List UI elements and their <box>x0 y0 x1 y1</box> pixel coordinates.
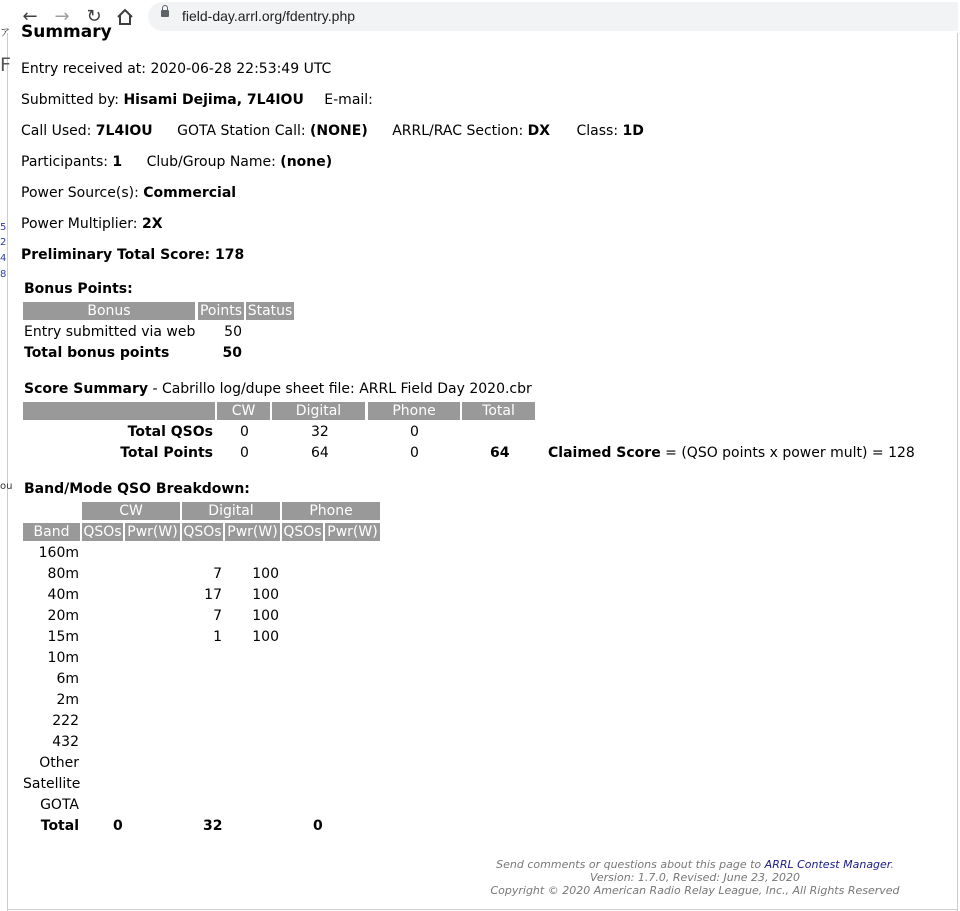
breakdown-header-phone-pwr: Pwr(W) <box>325 523 380 541</box>
band-label: 40m <box>47 587 79 603</box>
score-header-phone: Phone <box>368 402 460 420</box>
band-digital-qsos <box>182 711 222 731</box>
power-mult-value: 2X <box>141 216 163 232</box>
forward-arrow-icon[interactable]: → <box>54 6 70 27</box>
band-digital-pwr <box>225 795 279 815</box>
contest-manager-link[interactable]: ARRL Contest Manager <box>764 858 891 871</box>
bottom-frame-border <box>8 909 958 910</box>
call-value: 7L4IOU <box>95 123 153 139</box>
bonus-row-label: Entry submitted via web <box>24 324 196 340</box>
band-digital-pwr <box>225 543 279 563</box>
band-digital-qsos: 17 <box>204 587 222 603</box>
footer-copyright: Copyright © 2020 American Radio Relay League, Inc., All Rights Reserved <box>490 884 900 897</box>
total-qsos-cw: 0 <box>240 424 249 440</box>
breakdown-header-phone-qsos: QSOs <box>283 524 322 540</box>
right-frame-border <box>957 33 958 911</box>
breakdown-header-digital-qsos: QSOs <box>183 524 222 540</box>
total-points-cw: 0 <box>240 445 249 461</box>
band-digital-pwr: 100 <box>252 629 279 645</box>
band-digital-qsos <box>182 690 222 710</box>
band-digital-pwr <box>225 774 279 794</box>
power-source-value: Commercial <box>143 185 237 201</box>
class-value: 1D <box>622 123 644 139</box>
side-fragment: ou <box>0 481 13 492</box>
band-label: 20m <box>47 608 79 624</box>
bonus-header-points: Points <box>199 303 243 319</box>
band-label: 80m <box>47 566 79 582</box>
lock-icon <box>161 10 169 17</box>
total-points-phone: 0 <box>410 445 419 461</box>
call-line: Call Used: 7L4IOU GOTA Station Call: (NONE) ARRL/RAC Section: DX Class: 1D <box>21 123 644 139</box>
band-label: 160m <box>38 545 79 561</box>
left-frame-sliver <box>0 28 13 911</box>
band-label: 222 <box>52 713 79 729</box>
club-value: (none) <box>280 154 333 170</box>
breakdown-header-cw-qsos: QSOs <box>83 524 122 540</box>
footer-version: Version: 1.7.0, Revised: June 23, 2020 <box>590 871 800 884</box>
band-digital-qsos <box>182 648 222 668</box>
band-digital-pwr <box>225 753 279 773</box>
score-header-total: Total <box>462 402 535 420</box>
band-digital-qsos: 1 <box>213 629 222 645</box>
footer-line1: Send comments or questions about this page to ARRL Contest Manager. <box>496 858 894 871</box>
breakdown-total-label: Total <box>40 818 79 834</box>
side-fragment: 4 <box>0 253 7 264</box>
band-digital-qsos <box>182 774 222 794</box>
side-fragment: 2 <box>0 237 7 248</box>
band-digital-pwr <box>225 732 279 752</box>
band-label: 6m <box>56 671 79 687</box>
submitted-value: Hisami Dejima, 7L4IOU <box>123 92 304 108</box>
band-digital-pwr <box>225 711 279 731</box>
band-label: 10m <box>47 650 79 666</box>
side-fragment: 8 <box>0 269 7 280</box>
breakdown-total-digital: 32 <box>203 818 223 834</box>
breakdown-total-phone: 0 <box>313 818 323 834</box>
side-fragment: 5 <box>0 222 7 233</box>
total-points-total: 64 <box>490 445 510 461</box>
band-digital-qsos <box>182 732 222 752</box>
band-digital-qsos <box>182 795 222 815</box>
total-points-digital: 64 <box>311 445 329 461</box>
band-digital-pwr <box>225 690 279 710</box>
band-digital-qsos <box>182 753 222 773</box>
score-summary-title: Score Summary - Cabrillo log/dupe sheet file: ARRL Field Day 2020.cbr <box>24 381 532 397</box>
band-digital-qsos: 7 <box>213 608 222 624</box>
participants-line: Participants: 1 Club/Group Name: (none) <box>21 154 333 170</box>
home-icon[interactable] <box>114 6 136 28</box>
score-header-blank <box>23 402 215 420</box>
band-label: Other <box>39 755 79 771</box>
participants-value: 1 <box>112 154 123 170</box>
power-mult-line: Power Multiplier: 2X <box>21 216 163 232</box>
browser-toolbar <box>0 0 958 33</box>
prelim-score-value: 178 <box>214 247 245 263</box>
email-label: E-mail: <box>324 92 373 108</box>
breakdown-group-digital: Digital <box>182 502 280 520</box>
band-digital-pwr: 100 <box>252 566 279 582</box>
bonus-row-points: 50 <box>224 324 242 340</box>
bonus-total-points: 50 <box>222 345 242 361</box>
received-value: 2020-06-28 22:53:49 UTC <box>150 61 332 77</box>
band-label: Satellite <box>23 776 81 792</box>
total-qsos-digital: 32 <box>311 424 329 440</box>
band-label: 2m <box>56 692 79 708</box>
gota-value: (NONE) <box>310 123 368 139</box>
reload-icon[interactable]: ↻ <box>86 6 102 27</box>
back-arrow-icon[interactable]: ← <box>22 6 38 27</box>
score-header-digital: Digital <box>272 402 365 420</box>
bonus-header-bonus: Bonus <box>23 302 195 320</box>
claimed-score-formula: = (QSO points x power mult) = 128 <box>665 445 915 461</box>
page-title: Summary <box>21 22 112 42</box>
band-label: 15m <box>47 629 79 645</box>
breakdown-group-phone: Phone <box>282 502 380 520</box>
band-label: 432 <box>52 734 79 750</box>
breakdown-header-digital-pwr: Pwr(W) <box>225 523 280 541</box>
url-text: field-day.arrl.org/fdentry.php <box>182 8 356 24</box>
power-source-line: Power Source(s): Commercial <box>21 185 237 201</box>
band-digital-qsos <box>182 669 222 689</box>
bonus-header-status: Status <box>247 303 293 319</box>
address-bar[interactable] <box>148 2 958 31</box>
band-digital-pwr: 100 <box>252 587 279 603</box>
section-value: DX <box>527 123 551 139</box>
band-digital-pwr <box>225 669 279 689</box>
bonus-title: Bonus Points: <box>24 281 133 297</box>
total-points-label: Total Points <box>120 445 213 461</box>
side-fragment: F <box>0 54 11 76</box>
breakdown-total-cw: 0 <box>113 818 123 834</box>
total-qsos-phone: 0 <box>410 424 419 440</box>
total-qsos-label: Total QSOs <box>127 424 213 440</box>
band-digital-qsos <box>182 543 222 563</box>
breakdown-title: Band/Mode QSO Breakdown: <box>24 481 250 497</box>
band-digital-pwr <box>225 648 279 668</box>
band-digital-pwr: 100 <box>252 608 279 624</box>
breakdown-header-band: Band <box>23 523 80 541</box>
band-label: GOTA <box>40 797 79 813</box>
submitted-line: Submitted by: Hisami Dejima, 7L4IOU E-mail: <box>21 92 373 108</box>
breakdown-group-cw: CW <box>82 502 180 520</box>
band-digital-qsos: 7 <box>213 566 222 582</box>
prelim-score-line: Preliminary Total Score: 178 <box>21 247 245 263</box>
received-line: Entry received at: 2020-06-28 22:53:49 UTC <box>21 61 332 77</box>
score-header-cw: CW <box>217 402 270 420</box>
breakdown-header-cw-pwr: Pwr(W) <box>125 523 180 541</box>
side-fragment: ア <box>0 28 10 39</box>
claimed-score: Claimed Score = (QSO points x power mult) = 128 <box>548 445 915 461</box>
cabrillo-file-text: - Cabrillo log/dupe sheet file: ARRL Field Day 2020.cbr <box>152 381 532 397</box>
bonus-total-label: Total bonus points <box>24 345 170 361</box>
